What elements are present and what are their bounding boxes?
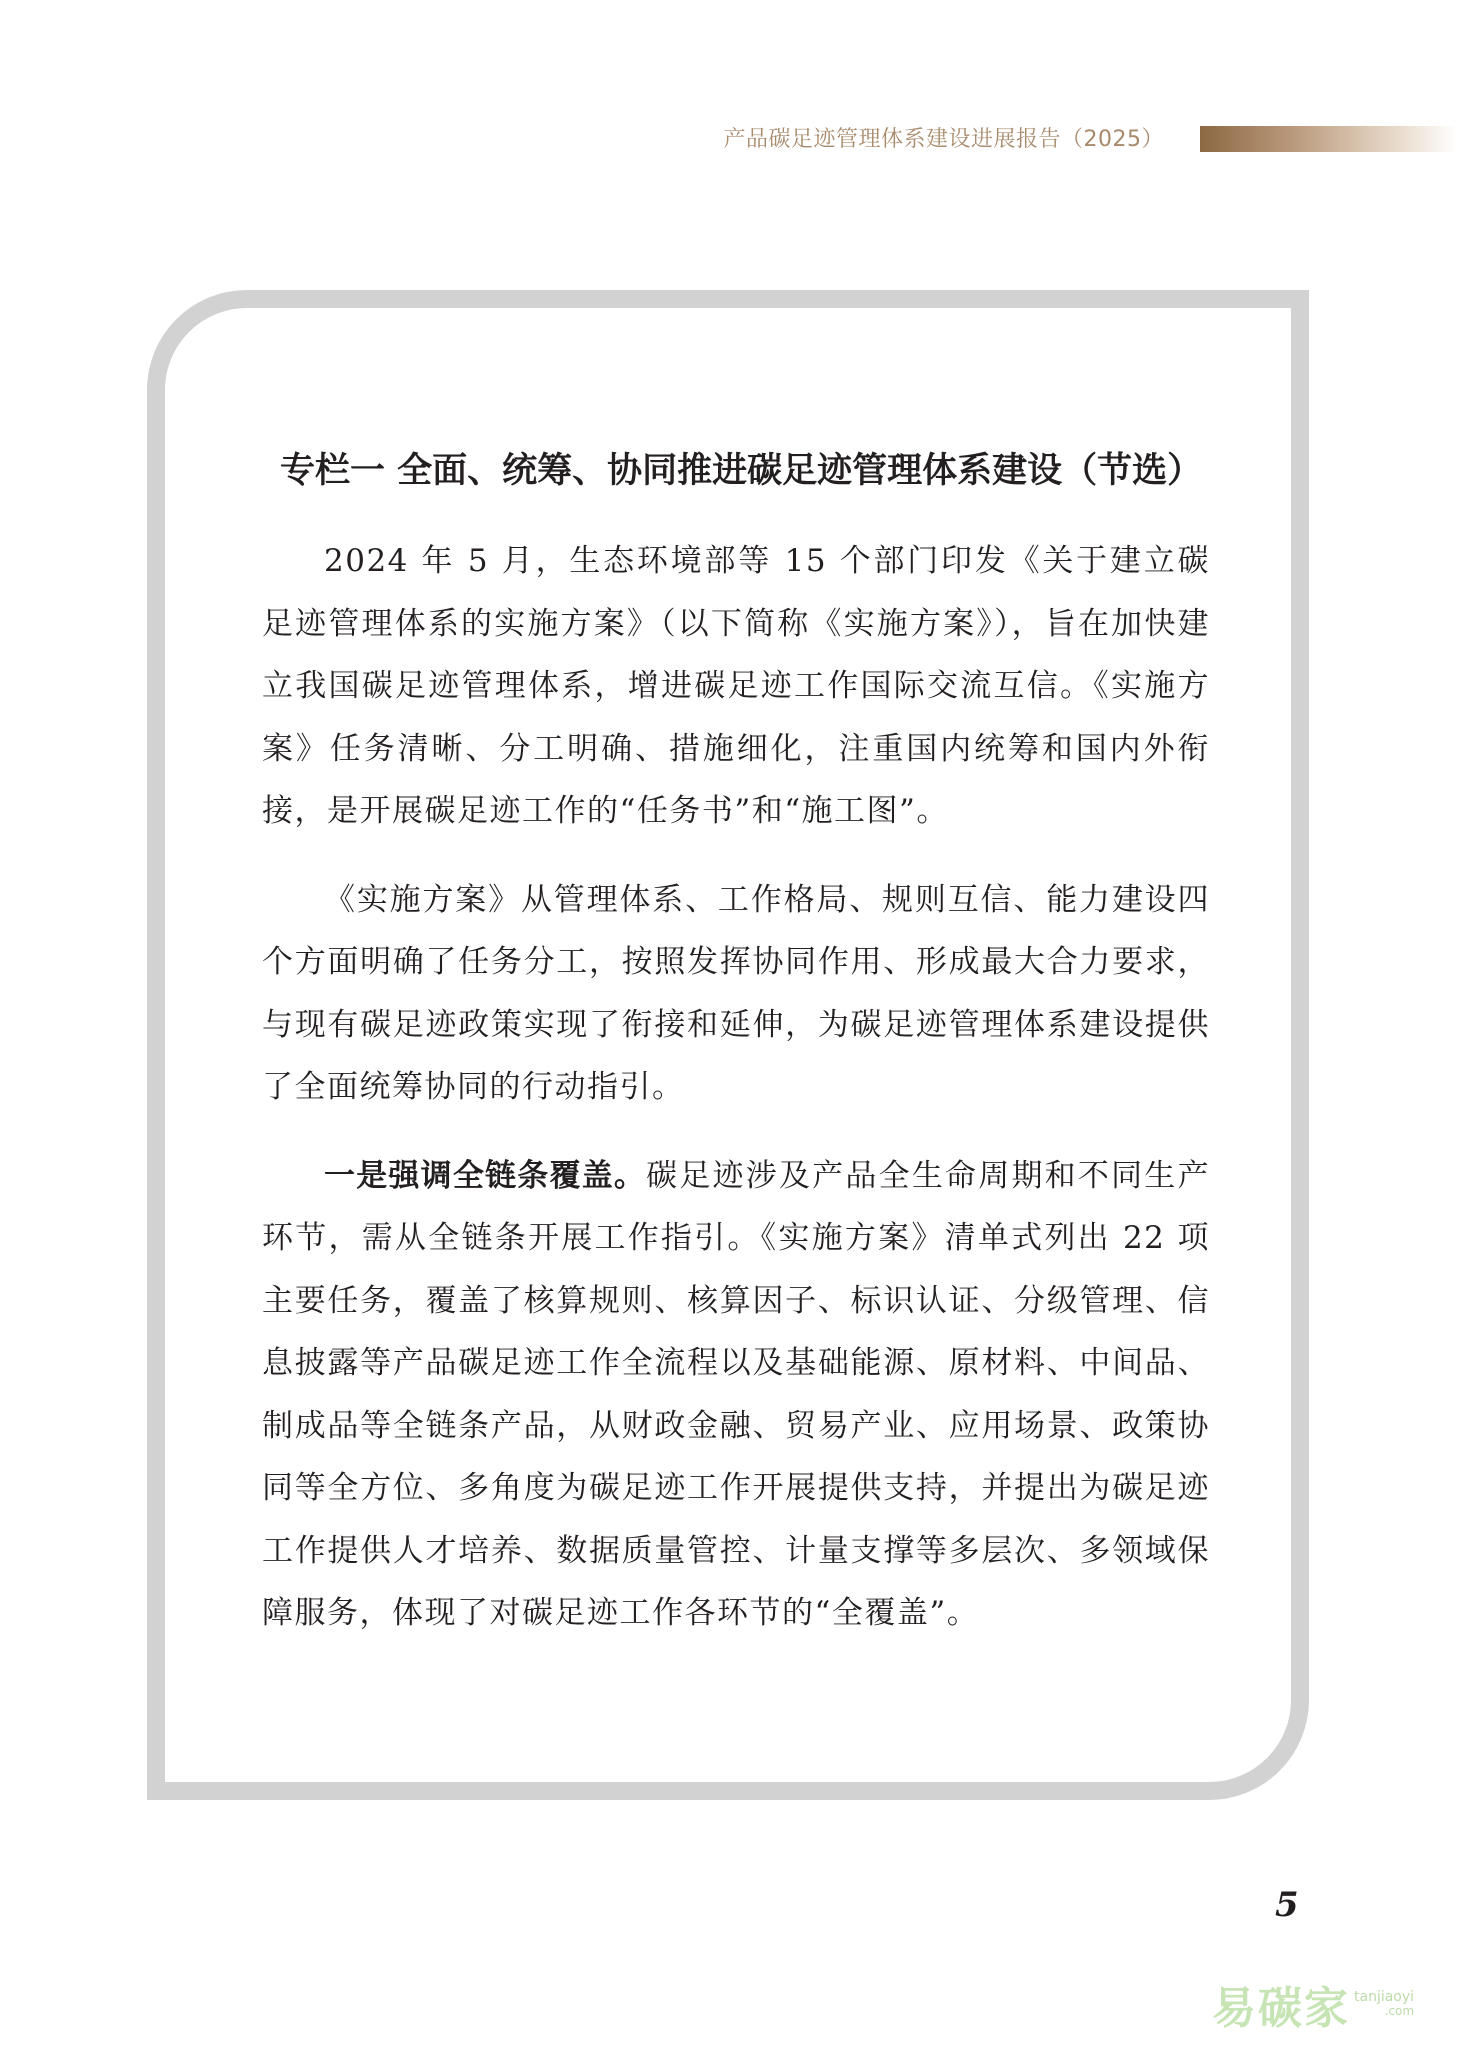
paragraph-1	[262, 530, 1210, 843]
watermark-domain	[1354, 1990, 1414, 2019]
watermark-logo-text: 易碳家	[1212, 1983, 1350, 2034]
site-watermark	[1212, 1972, 1414, 2036]
paragraph-3-lead: 一是强调全链条覆盖。	[324, 1157, 647, 1194]
column-title: 专栏一 全面、统筹、协同推进碳足迹管理体系建设（节选）	[280, 450, 1203, 491]
paragraph-3	[262, 1145, 1210, 1645]
watermark-domain-tld: .com	[1384, 2004, 1415, 2019]
watermark-domain-name: tanjiaoyi	[1354, 1988, 1415, 2005]
header-accent-bar	[1200, 126, 1457, 152]
column-content	[262, 530, 1210, 1671]
running-header-title: 产品碳足迹管理体系建设进展报告（2025）	[723, 127, 1164, 152]
paragraph-3-text: 碳足迹涉及产品全生命周期和不同生产环节，需从全链条开展工作指引。《实施方案》清单式列出 22 项主要任务，覆盖了核算规则、核算因子、标识认证、分级管理、信息披露等产品碳足迹工作全流程以及基础能源、原材料、中间品、制成品等全链条产品，从财政金融、贸易产业、应用场景、政策协同等全方位、多角度为碳足迹工作开展提供支持，并提出为碳足迹工作提供人才培养、数据质量管控、计量支撑等多层次、多领域保障服务，体现了对碳足迹工作各环节的“全覆盖”。	[262, 1157, 1211, 1631]
page-number: 5	[1275, 1885, 1299, 1925]
paragraph-2	[262, 869, 1210, 1119]
paragraph-1-text: 2024 年 5 月，生态环境部等 15 个部门印发《关于建立碳足迹管理体系的实施方案》（以下简称《实施方案》），旨在加快建立我国碳足迹管理体系，增进碳足迹工作国际交流互信。《实施方案》任务清晰、分工明确、措施细化，注重国内统筹和国内外衔接，是开展碳足迹工作的“任务书”和“施工图”。	[262, 543, 1210, 829]
paragraph-2-text: 《实施方案》从管理体系、工作格局、规则互信、能力建设四个方面明确了任务分工，按照发挥协同作用、形成最大合力要求，与现有碳足迹政策实现了衔接和延伸，为碳足迹管理体系建设提供了全面统筹协同的行动指引。	[262, 881, 1210, 1105]
